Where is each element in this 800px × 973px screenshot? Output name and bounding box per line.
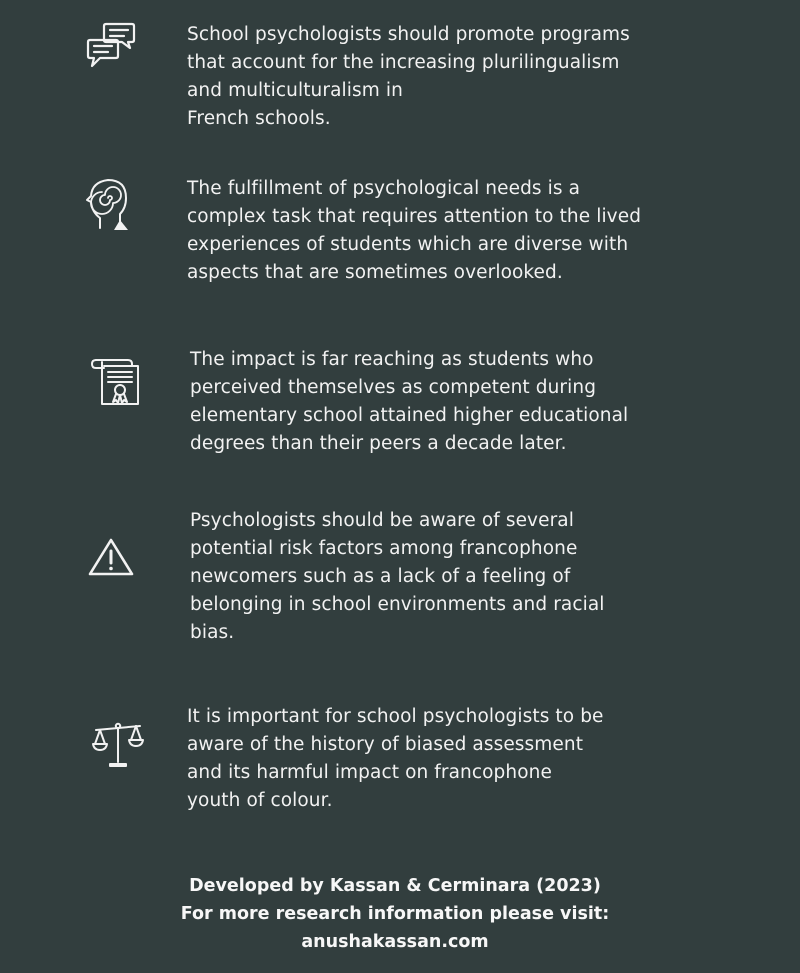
item-line: The fulfillment of psychological needs is a	[187, 178, 581, 199]
head-spiral-icon	[86, 178, 130, 232]
item-line: potential risk factors among francophone	[190, 538, 578, 559]
footer-website-link[interactable]: anushakassan.com	[301, 932, 489, 952]
footer-credit: Developed by Kassan & Cerminara (2023)	[189, 876, 601, 896]
item-line: bias.	[190, 622, 235, 643]
item-line: Psychologists should be aware of several	[190, 510, 574, 531]
scales-icon	[92, 722, 144, 768]
certificate-icon	[92, 358, 140, 408]
item-line: French schools.	[187, 108, 331, 129]
item-line: complex task that requires attention to the lived	[187, 206, 642, 227]
item-line: School psychologists should promote programs	[187, 24, 630, 45]
item-line: The impact is far reaching as students who	[190, 349, 594, 370]
item-line: newcomers such as a lack of a feeling of	[190, 566, 571, 587]
footer	[0, 872, 790, 956]
item-line: that account for the increasing plurilingualism	[187, 52, 620, 73]
item-line: aspects that are sometimes overlooked.	[187, 262, 563, 283]
warning-icon	[88, 537, 134, 577]
chat-bubbles-icon	[86, 22, 136, 70]
item-line: aware of the history of biased assessment	[187, 734, 584, 755]
item-line: degrees than their peers a decade later.	[190, 433, 567, 454]
item-line: and multiculturalism in	[187, 80, 403, 101]
item-line: perceived themselves as competent during	[190, 377, 597, 398]
item-line: It is important for school psychologists to be	[187, 706, 604, 727]
footer-more-info: For more research information please visit:	[180, 904, 610, 924]
item-line: and its harmful impact on francophone	[187, 762, 552, 783]
item-line: elementary school attained higher educational	[190, 405, 629, 426]
item-line: belonging in school environments and racial	[190, 594, 605, 615]
item-line: youth of colour.	[187, 790, 333, 811]
item-line: experiences of students which are diverse with	[187, 234, 629, 255]
